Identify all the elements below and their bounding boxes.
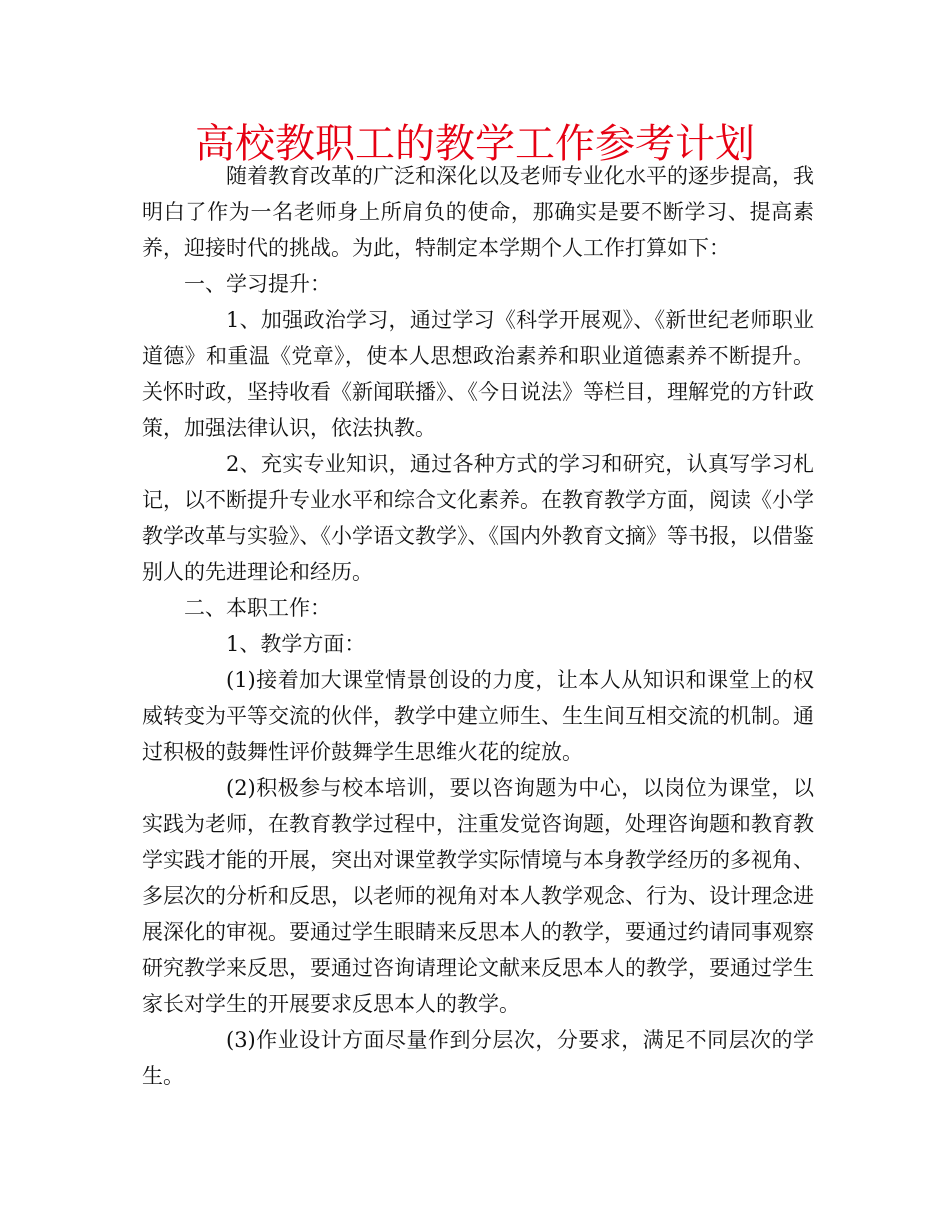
document-body: [142, 158, 814, 1094]
section-heading-duty: 二、本职工作：: [184, 596, 331, 620]
teaching-item-2: (2)积极参与校本培训，要以咨询题为中心，以岗位为课堂，以实践为老师，在教育教学过程中，注重发觉咨询题，处理咨询题和教育教学实践才能的开展，突出对课堂教学实际情境与本身教学经历的多视角、多层次的分析和反思，以老师的视角对本人教学观念、行为、设计理念进展深化的审视。要通过学生眼睛来反思本人的教学，要通过约请同事观察研究教学来反思，要通过咨询请理论文献来反思本人的教学，要通过学生家长对学生的开展要求反思本人的教学。: [142, 776, 814, 1016]
subsection-heading-teaching: 1、教学方面：: [226, 632, 366, 656]
intro-paragraph: 随着教育改革的广泛和深化以及老师专业化水平的逐步提高，我明白了作为一名老师身上所肩负的使命，那确实是要不断学习、提高素养，迎接时代的挑战。为此，特制定本学期个人工作打算如下：: [142, 164, 814, 260]
section-heading-study: 一、学习提升：: [184, 272, 331, 296]
study-item-1: 1、加强政治学习，通过学习《科学开展观》、《新世纪老师职业道德》和重温《党章》，使本人思想政治素养和职业道德素养不断提升。关怀时政，坚持收看《新闻联播》、《今日说法》等栏目，理解党的方针政策，加强法律认识，依法执教。: [142, 308, 814, 440]
study-item-2: 2、充实专业知识，通过各种方式的学习和研究，认真写学习札记，以不断提升专业水平和综合文化素养。在教育教学方面，阅读《小学教学改革与实验》、《小学语文教学》、《国内外教育文摘》等书报，以借鉴别人的先进理论和经历。: [142, 452, 814, 584]
teaching-item-1: (1)接着加大课堂情景创设的力度，让本人从知识和课堂上的权威转变为平等交流的伙伴，教学中建立师生、生生间互相交流的机制。通过积极的鼓舞性评价鼓舞学生思维火花的绽放。: [142, 668, 814, 764]
document-title: 高校教职工的教学工作参考计划: [195, 121, 755, 167]
teaching-item-3: (3)作业设计方面尽量作到分层次，分要求，满足不同层次的学生。: [142, 1028, 814, 1088]
